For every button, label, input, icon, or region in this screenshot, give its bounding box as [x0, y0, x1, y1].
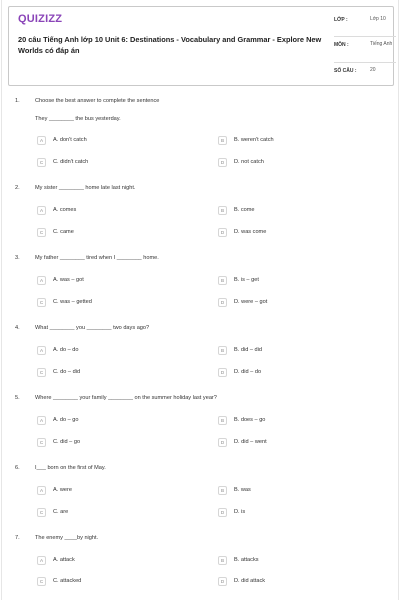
option-text: A. comes — [53, 207, 77, 213]
option-text: D. was come — [234, 229, 267, 235]
option-text: A. do – do — [53, 347, 79, 353]
option-letter: A — [37, 416, 46, 425]
option-text: A. was – got — [53, 277, 84, 283]
option-letter: D — [218, 298, 227, 307]
option-letter: A — [37, 276, 46, 285]
count-label: SỐ CÂU : — [334, 68, 357, 74]
option-letter: D — [218, 508, 227, 517]
option-text: C. do – did — [53, 369, 81, 375]
worksheet-title: 20 câu Tiếng Anh lớp 10 Unit 6: Destinations - Vocabulary and Grammar - Explore New Worlds có đáp án — [18, 35, 322, 55]
question-instruction: Choose the best answer to complete the sentence — [35, 98, 160, 104]
subject-label: MÔN : — [334, 42, 349, 48]
option-letter: D — [218, 368, 227, 377]
option-text: A. do – go — [53, 417, 79, 423]
quizizz-logo: QUIZIZZ — [18, 13, 63, 25]
option-letter: A — [37, 556, 46, 565]
option-text: B. does – go — [234, 417, 266, 423]
option-text: A. attack — [53, 557, 75, 563]
option-text: A. don't catch — [53, 137, 87, 143]
option-letter: C — [37, 577, 46, 586]
option-text: B. weren't catch — [234, 137, 274, 143]
question-text: Where ________ your family ________ on the summer holiday last year? — [35, 395, 217, 401]
option-letter: A — [37, 486, 46, 495]
option-letter: C — [37, 228, 46, 237]
option-text: B. come — [234, 207, 255, 213]
option-text: D. not catch — [234, 159, 264, 165]
meta-divider — [334, 36, 396, 37]
grade-value: Lớp 10 — [370, 16, 386, 22]
option-letter: D — [218, 158, 227, 167]
option-text: A. were — [53, 487, 72, 493]
option-text: C. came — [53, 229, 74, 235]
option-text: D. is — [234, 509, 246, 515]
question-text: I___ born on the first of May. — [35, 465, 106, 471]
option-letter: B — [218, 556, 227, 565]
question-text: My sister ________ home late last night. — [35, 185, 136, 191]
question-number: 7. — [15, 535, 20, 541]
option-text: D. did attack — [234, 578, 266, 584]
option-text: D. did – went — [234, 439, 267, 445]
worksheet-header — [8, 6, 394, 86]
option-text: B. did – did — [234, 347, 262, 353]
option-letter: B — [218, 276, 227, 285]
option-letter: C — [37, 298, 46, 307]
option-text: D. did – do — [234, 369, 262, 375]
count-value: 20 — [370, 67, 376, 73]
meta-divider — [334, 62, 396, 63]
option-text: B. was — [234, 487, 251, 493]
question-number: 6. — [15, 465, 20, 471]
option-letter: B — [218, 346, 227, 355]
option-letter: B — [218, 136, 227, 145]
question-text: They ________ the bus yesterday. — [35, 116, 121, 122]
option-letter: B — [218, 416, 227, 425]
option-letter: D — [218, 228, 227, 237]
option-letter: C — [37, 438, 46, 447]
option-letter: C — [37, 508, 46, 517]
question-number: 5. — [15, 395, 20, 401]
option-letter: B — [218, 206, 227, 215]
question-text: What ________ you ________ two days ago? — [35, 325, 150, 331]
subject-value: Tiếng Anh — [370, 41, 393, 47]
option-letter: A — [37, 136, 46, 145]
option-text: C. didn't catch — [53, 159, 89, 165]
option-text: C. attacked — [53, 578, 82, 584]
option-text: D. were – got — [234, 299, 268, 305]
option-letter: C — [37, 368, 46, 377]
option-text: C. are — [53, 509, 69, 515]
question-number: 3. — [15, 255, 20, 261]
option-letter: C — [37, 158, 46, 167]
option-letter: D — [218, 438, 227, 447]
option-letter: B — [218, 486, 227, 495]
question-number: 4. — [15, 325, 20, 331]
option-letter: A — [37, 206, 46, 215]
option-text: B. is – get — [234, 277, 259, 283]
option-text: C. was – getted — [53, 299, 92, 305]
question-number: 2. — [15, 185, 20, 191]
option-text: C. did – go — [53, 439, 81, 445]
option-letter: A — [37, 346, 46, 355]
option-letter: D — [218, 577, 227, 586]
question-number: 1. — [15, 98, 20, 104]
question-text: My father ________ tired when I ________ home. — [35, 255, 159, 261]
worksheet-page — [1, 0, 399, 600]
grade-label: LỚP : — [334, 17, 348, 23]
question-text: The enemy ____by night. — [35, 535, 99, 541]
option-text: B. attacks — [234, 557, 259, 563]
